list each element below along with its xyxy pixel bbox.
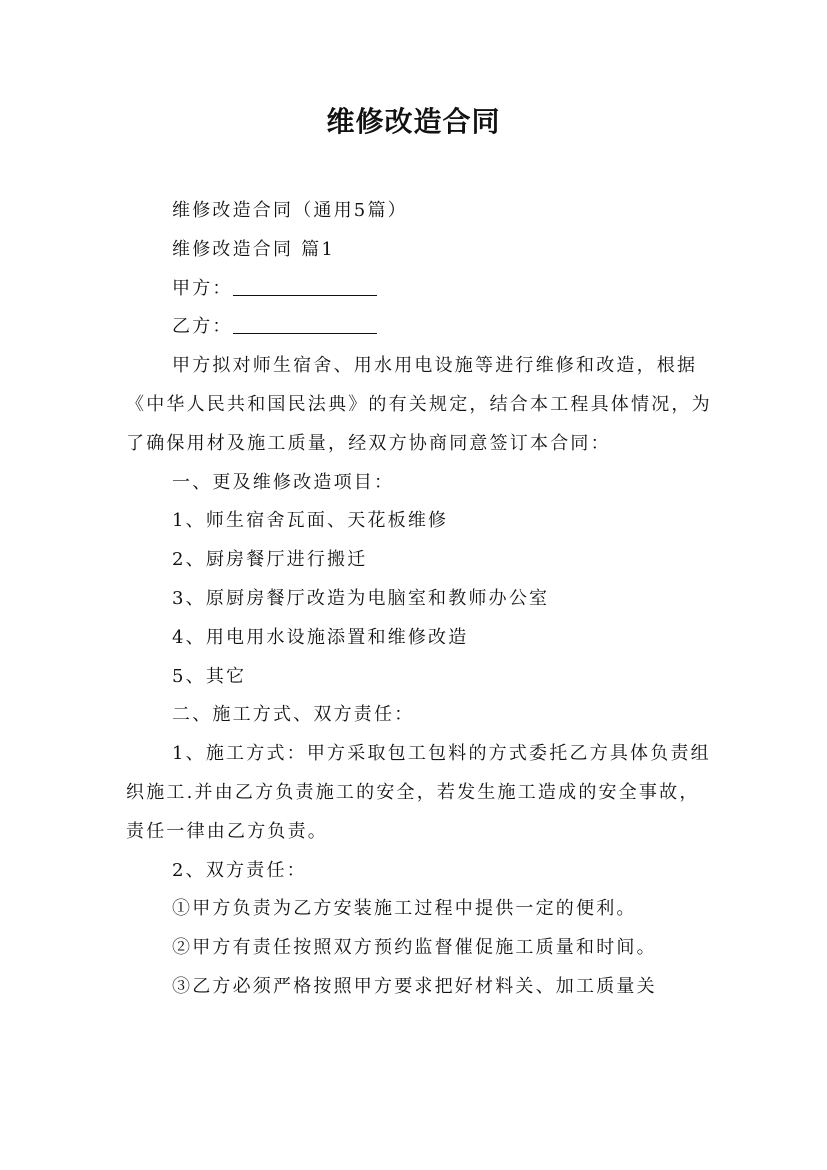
construction-method-paragraph: 1、施工方式：甲方采取包工包料的方式委托乙方具体负责组织施工.并由乙方负责施工的安全，若发生施工造成的安全事故，责任一律由乙方负责。: [126, 743, 711, 842]
list-item: 2、厨房餐厅进行搬迁: [172, 549, 368, 571]
preamble-paragraph: 甲方拟对师生宿舍、用水用电设施等进行维修和改造，根据《中华人民共和国民法典》的有关规定，结合本工程具体情况，为了确保用材及施工质量，经双方协商同意签订本合同：: [126, 355, 712, 454]
list-item: 1、师生宿舍瓦面、天花板维修: [172, 510, 449, 532]
list-item: 4、用电用水设施添置和维修改造: [172, 626, 469, 648]
clause-heading-2: 二、施工方式、双方责任：: [172, 704, 415, 726]
responsibility-item: ②甲方有责任按照双方预约监督催促施工质量和时间。: [172, 937, 657, 959]
section-heading: 维修改造合同 篇1: [172, 238, 335, 260]
party-a-label: 甲方：: [172, 277, 233, 299]
responsibility-heading: 2、双方责任：: [172, 859, 307, 881]
document-title: 维修改造合同: [326, 105, 501, 138]
party-b-line: [126, 308, 716, 347]
list-item: 5、其它: [172, 665, 247, 687]
party-b-label: 乙方：: [172, 316, 233, 338]
subtitle-paragraph: 维修改造合同（通用5篇）: [172, 200, 408, 221]
list-item: 3、原厨房餐厅改造为电脑室和教师办公室: [172, 587, 550, 609]
responsibility-item: ③乙方必须严格按照甲方要求把好材料关、加工质量关: [172, 975, 657, 997]
responsibility-item: ①甲方负责为乙方安装施工过程中提供一定的便利。: [172, 898, 637, 920]
party-a-line: [126, 270, 716, 309]
party-b-blank: [233, 313, 377, 334]
document-body: [126, 192, 716, 1007]
party-a-blank: [233, 275, 377, 296]
clause-heading-1: 一、更及维修改造项目：: [172, 471, 395, 493]
